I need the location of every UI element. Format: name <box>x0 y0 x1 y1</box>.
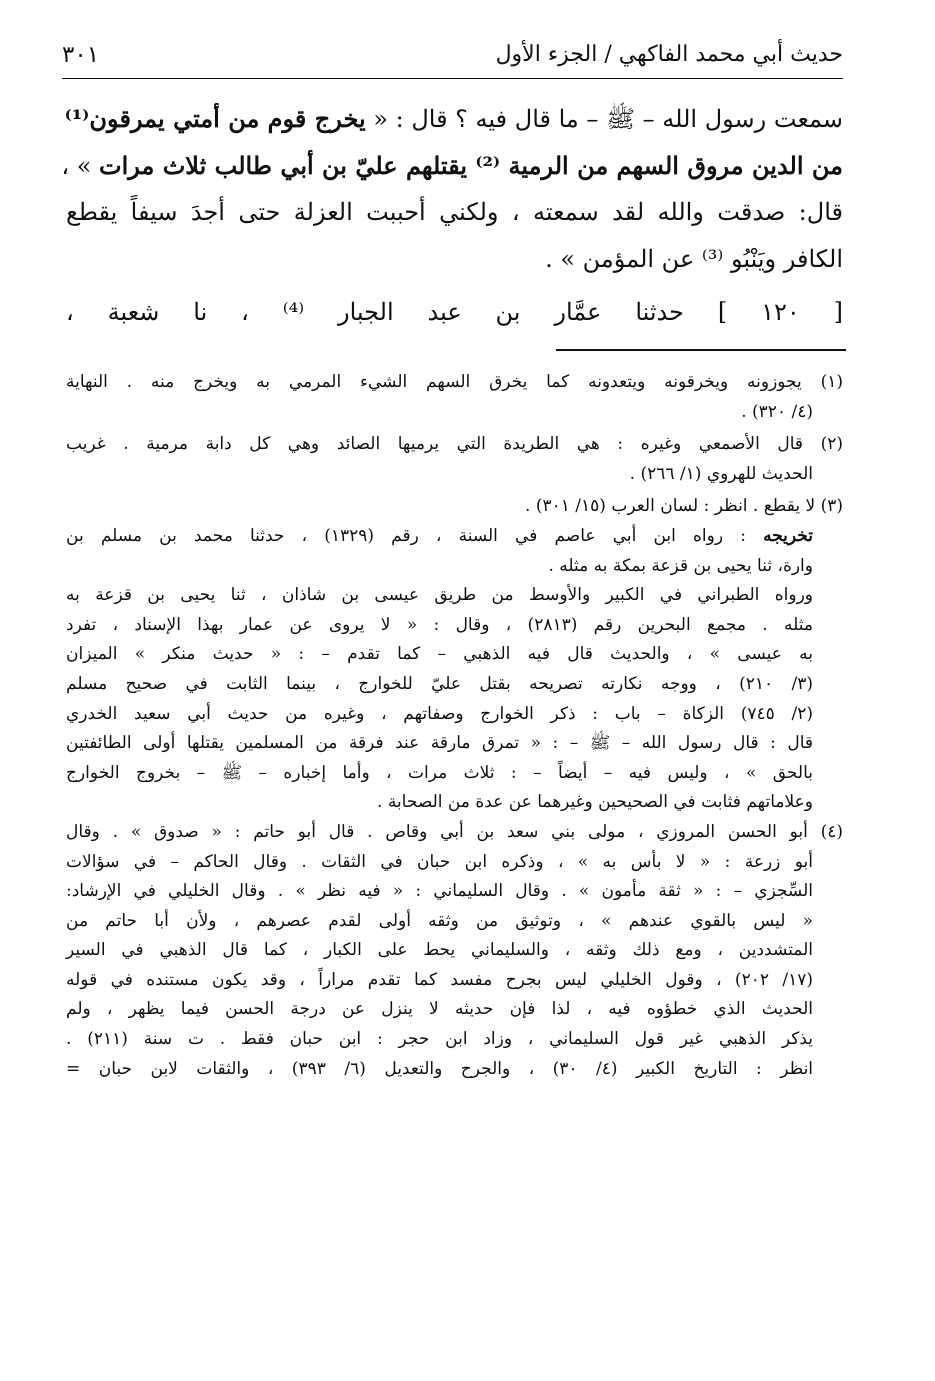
hadith-number-line: [ ١٢٠ ] حدثنا عمَّار بن عبد الجبار ⁽⁴⁾ ، نا شعبة ، <box>66 298 843 326</box>
footnote-line: الحديث الذي خطؤوه فيه ، لذا فإن حديثه لا ينزل عن درجة الحسن فيما يظهر ، ولم <box>66 999 813 1020</box>
footnote-line: وارة، ثنا يحيى بن قزعة بمكة به مثله . <box>548 555 813 576</box>
page-header <box>62 38 843 79</box>
takhrij-label: تخريجه <box>763 525 813 546</box>
footnote-line: (٣/ ٢١٠) ، ووجه نكارته تصريحه بقتل عليّ للخوارج ، بينما الثابت في صحيح مسلم <box>66 673 813 694</box>
footnote-line: المتشددين ، ومع ذلك وثقه ، والسليماني يحط على الكبار ، كما قال الذهبي في السير <box>66 940 813 961</box>
footnote-line: (٤) أبو الحسن المروزي ، مولى بني سعد بن أبي وقاص . قال أبو حاتم : « صدوق » . وقال <box>66 821 843 842</box>
footnote-line: بالحق » ، وليس فيه – أيضاً – : ثلاث مرات ، وأما إخباره – ﷺ – بخروج الخوارج <box>66 762 813 783</box>
footnote-line: (٤/ ٣٢٠) . <box>741 401 813 422</box>
footnote-line: أبو زرعة : « لا بأس به » ، وذكره ابن حبان في الثقات . وقال الحاكم – في سؤالات <box>66 851 813 872</box>
main-line: من الدين مروق السهم من الرمية ⁽²⁾ يقتلهم عليّ بن أبي طالب ثلاث مرات » ، <box>61 151 843 180</box>
hadith-text: يخرج قوم من أمتي يمرقون⁽¹⁾ <box>64 104 366 133</box>
main-line: الكافر ويَنْبُو ⁽³⁾ عن المؤمن » . <box>545 245 843 273</box>
footnote-line: ورواه الطبراني في الكبير والأوسط من طريق عيسى بن شاذان ، ثنا يحيى بن قزعة به <box>66 585 813 606</box>
footnote-line: (٢) قال الأصمعي وغيره : هي الطريدة التي يرميها الصائد وهي كل دابة مرمية . غريب <box>66 434 843 455</box>
footnote-line: تخريجه : رواه ابن أبي عاصم في السنة ، رقم (١٣٢٩) ، حدثنا محمد بن مسلم بن <box>66 525 813 546</box>
main-line: قال: صدقت والله لقد سمعته ، ولكني أحببت العزلة حتى أجدَ سيفاً يقطع <box>66 198 843 226</box>
footnote-line: (١) يجوزونه ويخرقونه ويتعدونه كما يخرق السهم الشيء المرمي به ويخرج منه . النهاية <box>66 372 843 392</box>
footnote-line: قال : قال رسول الله – ﷺ – : « تمرق مارقة عند فرقة من المسلمين يقتلها أولى الطائفتين <box>66 733 813 754</box>
main-line: سمعت رسول الله – ﷺ – ما قال فيه ؟ قال : « يخرج قوم من أمتي يمرقون⁽¹⁾ <box>64 104 843 133</box>
running-title: حديث أبي محمد الفاكهي / الجزء الأول <box>495 42 843 67</box>
page-number: ٣٠١ <box>62 42 100 68</box>
footnote-line: (٣) لا يقطع . انظر : لسان العرب (١٥/ ٣٠١) . <box>525 496 843 517</box>
footnote-line: يذكر الذهبي غير قول السليماني ، وزاد ابن حجر : ابن حبان فقط . ت سنة (٢١١) . <box>66 1029 813 1050</box>
footnote-line: الحديث للهروي (١/ ٢٦٦) . <box>629 463 813 484</box>
footnote-line: به عيسى » ، والحديث قال فيه الذهبي – كما تقدم – : « حديث منكر » الميزان <box>66 644 813 665</box>
footnote-line: (١٧/ ٢٠٢) ، وقول الخليلي ليس بجرح مفسد كما تقدم مراراً ، وقد يكون مستنده في قوله <box>66 969 813 990</box>
footnote-separator <box>556 349 846 351</box>
footnote-line: السِّجزي – : « ثقة مأمون » . وقال السليماني : « فيه نظر » . وقال الخليلي في الإرشاد: <box>66 881 813 902</box>
footnote-line: « ليس بالقوي عندهم » ، وتوثيق من وثقه أولى لقدم عصرهم ، ولأن أبا حاتم من <box>66 910 813 931</box>
footnote-line: انظر : التاريخ الكبير (٤/ ٣٠) ، والجرح والتعديل (٦/ ٣٩٣) ، والثقات لابن حبان = <box>66 1058 814 1079</box>
footnotes <box>66 368 843 1084</box>
footnote-line: (٢/ ٧٤٥) الزكاة – باب : ذكر الخوارج وصفاتهم ، وغيره من حديث أبي سعيد الخدري <box>66 703 813 724</box>
footnote-line: مثله . مجمع البحرين رقم (٢٨١٣) ، وقال : « لا يروى عن عمار بهذا الإسناد ، تفرد <box>66 614 813 635</box>
hadith-text: من الدين مروق السهم من الرمية ⁽²⁾ يقتلهم عليّ بن أبي طالب ثلاث مرات <box>99 151 843 180</box>
footnote-line: وعلاماتهم فثابت في الصحيحين وغيرهما عن عدة من الصحابة . <box>377 792 813 813</box>
main-text <box>61 95 843 336</box>
